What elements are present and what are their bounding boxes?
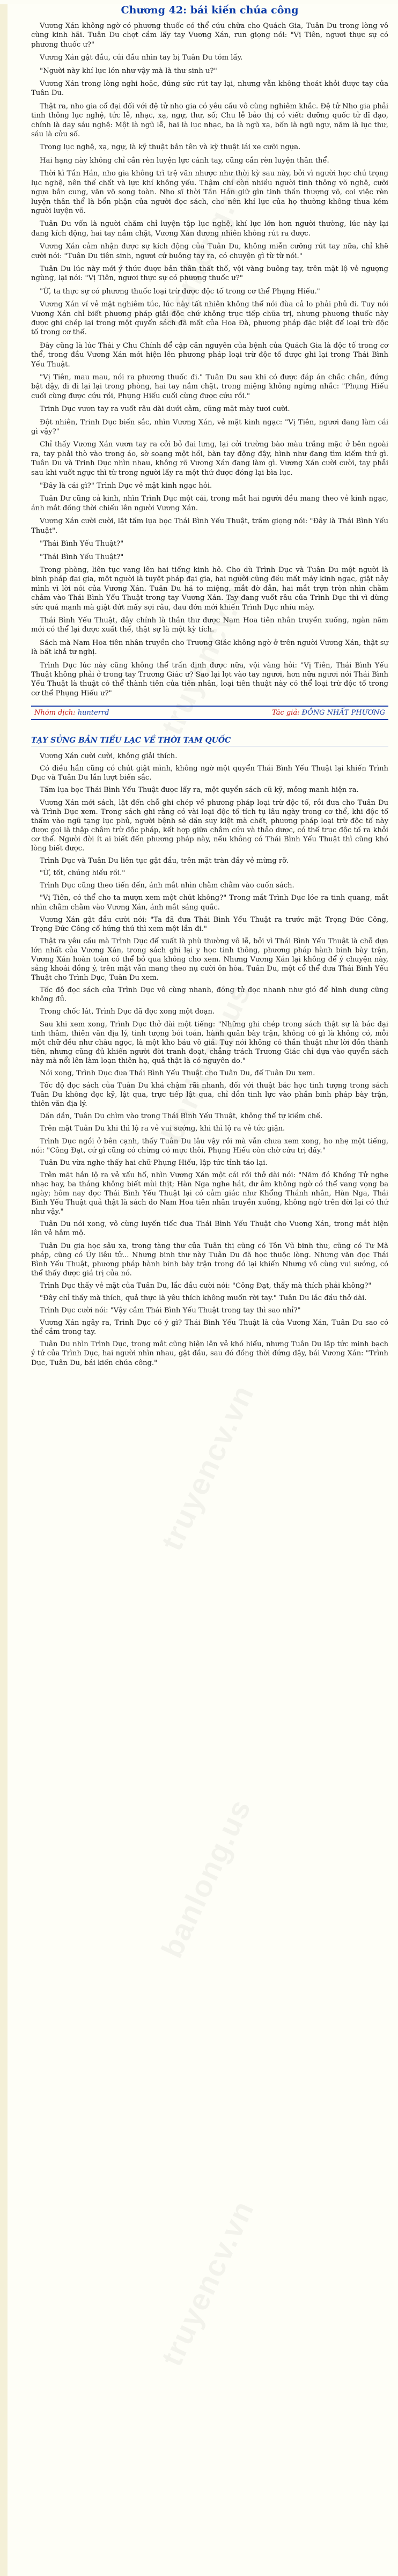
paragraph: Đột nhiên, Trinh Dục biến sắc, nhìn Vương Xán, vẻ mặt kinh ngạc: "Vị Tiên, ngươi đang làm cái gì vậy?"	[31, 418, 388, 436]
paragraph: Sau khi xem xong, Trình Dục thở dài một tiếng: "Những ghi chép trong sách thật sự là bác đại tinh thâm, thiên văn địa lý, tinh tượng bói toán, hành quân bày trận, không có gì là không có, mỗi một chữ đều như châu ngọc, là một kho báu vô giá. Tuy nói không có thần thuật như lời đồn thành tiên, nhưng cũng đủ khiến người đời tranh đoạt, chẳng trách Trương Giác chỉ dựa vào quyển sách này mà nổi lên làm loạn thiên hạ, quả thật là có nguyên do."	[31, 1020, 388, 1065]
paragraph: Trong phòng, liên tục vang lên hai tiếng kinh hô. Cho dù Trình Dục và Tuân Du một người là bình pháp đại gia, một người là tuyệt pháp đại gia, hai người cũng đều mất máy kinh ngạc, giật nảy mình vì lời nói của Vương Xán. Tuân Du há to miệng, mắt đờ đẫn, hai mắt trợn tròn nhìn chằm chằm vào Thái Bình Yếu Thuật trong tay Vương Xán. Tay đang vuốt râu của Trình Dục thì vì dùng sức quá mạnh mà giật đứt mấy sợi râu, đau đớn mới khiến Trình Dục nhíu mày.	[31, 566, 388, 612]
paragraph: "Vị Tiên, mau mau, nói ra phương thuốc đi." Tuân Du sau khi có được đáp án chắc chắn, đứng bật dậy, đi đi lại lại trong phòng, hai tay nắm chặt, trong miệng không ngừng nhắc: "Phụng Hiếu cuối cùng được cứu rồi, Phụng Hiếu cuối cùng được cứu rồi."	[31, 373, 388, 400]
appendix-body	[31, 752, 388, 1367]
paragraph: Trong lục nghệ, xạ, ngự, là kỹ thuật bắn tên và kỹ thuật lái xe cưỡi ngựa.	[40, 143, 301, 152]
paragraph: Trình Dục và Tuân Du liên tục gật đầu, trên mặt tràn đầy vẻ mừng rỡ.	[40, 857, 289, 865]
document-page	[0, 4, 398, 2576]
paragraph: "Đây là cái gì?" Trình Dục vẻ mặt kinh ngạc hỏi.	[40, 482, 212, 490]
watermark	[154, 1793, 258, 1963]
credits-bar	[31, 706, 388, 720]
paragraph: Tấm lụa bọc Thái Bình Yếu Thuật được lấy ra, một quyển sách cũ kỹ, mỏng manh hiện ra.	[40, 786, 359, 795]
paragraph: Trình Dục thấy vẻ mặt của Tuân Du, lắc đầu cười nói: "Công Đạt, thấy mà thích phải không?"	[40, 1281, 372, 1290]
appendix-title: TẠY SỬNG BẢN TIẾU LẠC VỀ THỜI TAM QUỐC	[31, 736, 388, 746]
paragraph: Tốc độ đọc sách của Tuân Du khá chậm rãi nhanh, đối với thuật bác học tinh tượng trong sách Tuân Du không đọc kỹ, lật qua, trực tiếp lật qua, chỉ dồn tinh lực vào phần binh pháp bày trận, thiên văn địa lý.	[31, 1082, 388, 1109]
paragraph: Hai hạng này không chỉ cần rèn luyện lực cánh tay, cũng cần rèn luyện thân thể.	[40, 156, 329, 165]
paragraph: "Người này khí lực lớn như vậy mà là thư sinh ư?"	[40, 67, 217, 75]
paragraph: Trình Dục cười nói: "Vậy cầm Thái Bình Yếu Thuật trong tay thì sao nhỉ?"	[40, 1307, 301, 1315]
paragraph: Thật ra yêu cầu mà Trình Dục để xuất là phù thường vô lễ, bởi vì Thái Bình Yếu Thuật là chỗ dựa lớn nhất của Vương Xán, trong sách ghi lại y học tinh thông, phương pháp hành binh bày trận, Vương Xán hoàn toàn có thể bỏ qua không cho xem. Nhưng Vương Xán lại không để ý chuyện này, sảng khoái đồng ý, trên mặt vẫn mang theo nụ cười ôn hòa. Tuân Du, một cổ thể đưa Thái Bình Yếu Thuật cho Trình Dục, Tuân Du xem.	[31, 937, 388, 982]
paragraph: Trình Dục lúc này cũng không thể trấn định được nữa, vội vàng hỏi: "Vị Tiên, Thái Bình Yếu Thuật không phải ở trong tay Trương Giác ư? Sao lại lọt vào tay ngươi, hơn nữa ngươi nói Thái Bình Yếu Thuật là thuật có thể thành tiên của tiên nhân, loại tiên thuật này có thể loại trừ độc tố trong cơ thể Phụng Hiếu ư?"	[31, 661, 388, 698]
paragraph: Vương Xán gật đầu, cúi đầu nhìn tay bị Tuân Du tóm lấy.	[40, 54, 243, 62]
paragraph: Thái Bình Yếu Thuật, đây chính là thần thư được Nam Hoa tiên nhân truyền xuống, ngàn năm mới có thể lại được xuất thế, thật sự là một kỳ tích.	[31, 616, 388, 634]
paragraph: Đây cũng là lúc Thái y Chu Chính để cập căn nguyên của bệnh của Quách Gia là độc tố trong cơ thể, trong đầu Vương Xán mới hiện lên phương pháp loại trừ độc tố được ghi lại trong Thái Bình Yếu Thuật.	[31, 341, 388, 369]
paragraph: Tuân Du vừa nghe thấy hai chữ Phụng Hiếu, lập tức tỉnh táo lại.	[40, 1158, 268, 1167]
paragraph: Vương Xán ngây ra, Trình Dục có ý gì? Thái Bình Yếu Thuật là của Vương Xán, Tuân Du sao có thể cầm trong tay.	[31, 1319, 388, 1337]
paragraph: Sách mà Nam Hoa tiên nhân truyền cho Trương Giác không ngờ ở trên người Vương Xán, thật sự là bất khả tư nghị.	[31, 639, 388, 657]
paragraph: "Ừ, tốt, chúng hiểu rồi."	[40, 869, 126, 878]
paragraph: Trình Dục cũng theo tiến đến, ánh mắt nhìn chằm chằm vào cuốn sách.	[40, 882, 294, 890]
author-credit	[272, 709, 385, 717]
chapter-body	[31, 21, 388, 698]
appendix-section	[31, 736, 388, 1367]
paragraph: Thật ra, nho gia cổ đại đối với đệ tử nho gia có yêu cầu vô cùng nghiêm khắc. Đệ tử Nho gia phải tinh thông lục nghệ, tức lễ, nhạc, xạ, ngự, thư, số; Chu lễ bảo thị có viết: dưỡng quốc tử dĩ đạo, chính là dạy sáu nghệ: Một là ngũ lễ, hai là lục nhạc, ba là ngũ xạ, bốn là ngũ ngự, năm là lục thư, sáu là cửu số.	[31, 102, 388, 139]
author-name: ĐỒNG NHẤT PHƯƠNG	[301, 709, 385, 717]
paragraph: Dần dần, Tuân Du chìm vào trong Thái Bình Yếu Thuật, không thể tự kiềm chế.	[40, 1112, 323, 1121]
paragraph: "Thái Bình Yếu Thuật?"	[40, 540, 124, 548]
paragraph: Tốc độ đọc sách của Trình Dục vô cùng nhanh, đồng tử đọc nhanh như gió để hình dung cũng không đủ.	[31, 986, 388, 1004]
paragraph: Vương Xán mới sách, lật đến chỗ ghi chép về phương pháp loại trừ độc tố, rồi đưa cho Tuân Du và Trình Dục xem. Trong sách ghi rằng có vài loại độc tố tích tụ lâu ngày trong cơ thể, khi độc tố thấm vào ngũ tạng lục phủ, người bệnh sẽ dần suy kiệt mà chết, phương pháp loại trừ độc tố này được gọi là thập châm trừ độc pháp, kết hợp giữa châm cứu và thảo dược, có thể trục độc tố ra khỏi cơ thể. Người đời ít ai biết đến phương pháp này, nếu không có Thái Bình Yếu Thuật thì cũng khó lòng biết được.	[31, 798, 388, 853]
watermark	[154, 2201, 258, 2371]
translator-credit	[34, 709, 109, 717]
paragraph: Trên mặt hắn lộ ra vẻ xấu hổ, nhìn Vương Xán một cái rồi thở dài nói: "Năm đó Khổng Tử nghe nhạc hay, ba tháng không biết mùi thịt; Hàn Nga nghe hát, dư âm không ngờ có thể vang vọng ba ngày; hôm nay đọc Thái Bình Yếu Thuật lại có cảm giác như Khổng Thánh nhân, Hàn Nga, Thái Bình Yếu Thuật quả thật là sách do Nam Hoa tiên nhân truyền xuống, không ngờ trên đời lại có thứ như vậy."	[31, 1171, 388, 1216]
paragraph: Tuân Du lúc này mới ý thức được bản thân thất thố, vội vàng buông tay, trên mặt lộ vẻ ngượng ngùng, lại nói: "Vị Tiên, ngươi thực sự có phương thuốc ư?"	[31, 265, 388, 283]
paragraph: Vương Xán cười cười, lật tấm lụa bọc Thái Bình Yếu Thuật, trầm giọng nói: "Đây là Thái Bình Yếu Thuật".	[31, 517, 388, 535]
paragraph: "Đây chỉ thấy mà thích, quả thực là yêu thích không muốn rời tay." Tuân Du lắc đầu thở dài.	[40, 1294, 367, 1302]
paragraph: Nói xong, Trình Dục đưa Thái Bình Yếu Thuật cho Tuân Du, để Tuân Du xem.	[40, 1069, 315, 1077]
paragraph: Tuân Du vốn là người chăm chỉ luyện tập lục nghệ, khí lực lớn hơn người thường, lúc này lại đang kích động, hai tay nắm chặt, Vương Xán đương nhiên không rút ra được.	[31, 220, 388, 238]
paragraph: "Ừ, ta thực sự có phương thuốc loại trừ được độc tố trong cơ thể Phụng Hiếu."	[40, 287, 320, 296]
paragraph: "Vị Tiên, có thể cho ta mượn xem một chút không?" Trong mắt Trình Dục lóe ra tinh quang, mắt nhìn chằm chằm vào Vương Xán, ánh mắt sáng quắc.	[31, 894, 388, 912]
paragraph: Tuân Du nói xong, vô cùng luyến tiếc đưa Thái Bình Yếu Thuật cho Vương Xán, trong mắt hiện lên vẻ hâm mộ.	[31, 1220, 388, 1238]
paragraph: Có điều hắn cũng có chút giật mình, không ngờ một quyển Thái Bình Yếu Thuật lại khiến Trình Dục và Tuân Du lần lượt biến sắc.	[31, 765, 388, 782]
author-label: Tác giả:	[272, 709, 300, 717]
paragraph: Vương Xán ví vẻ mặt nghiêm túc, lúc này tất nhiên không thể nói đùa cả lo phải phủ đi. Tuy nói Vương Xán chỉ biết phương pháp giải độc chứ không trực tiếp chữa trị, nhưng phương thuốc này được ghi chép lại trong một quyển sách đã mất của Hoa Đà, phương pháp đặc biệt để loại trừ độc tố trong cơ thể.	[31, 300, 388, 337]
watermark	[154, 1385, 258, 1555]
paragraph: Vương Xán gật đầu cười nói: "Ta đã đưa Thái Bình Yếu Thuật ra trước mặt Trọng Đức Công, Trọng Đức Công cố hứng thú thì xem một lần đi."	[31, 915, 388, 933]
paragraph: Vương Xán không ngờ có phương thuốc có thể cứu chữa cho Quách Gia, Tuân Du trong lòng vô cùng kinh hãi. Tuân Du chợt cầm lấy tay Vương Xán, run giọng nói: "Vị Tiên, ngươi thực sự có phương thuốc ư?"	[31, 22, 388, 49]
paragraph: Trên mặt Tuân Du khi thì lộ ra vẻ vui sướng, khi thì lộ ra vẻ tức giận.	[40, 1125, 285, 1133]
paragraph: Trinh Dục vươn tay ra vuốt râu dài dưới cằm, cũng mặt mày tươi cười.	[40, 405, 290, 414]
paragraph: Vương Xán cảm nhận được sự kích động của Tuân Du, không miễn cưỡng rút tay nữa, chỉ khẽ cười nói: "Tuân Du tiên sinh, ngươi cứ buông tay ra, có chuyện gì từ từ nói."	[31, 243, 388, 260]
translator-name: hunterrd	[77, 709, 109, 717]
paragraph: Tuân Dư cũng cả kinh, nhìn Trình Dục một cái, trong mắt hai người đều mang theo vẻ kinh ngạc, ánh mắt đồng thời chiếu lên người Vương Xán.	[31, 495, 388, 512]
paragraph: Chỉ thấy Vương Xán vươn tay ra cởi bỏ đai lưng, lại cởi trường bào màu trắng mặc ở bên ngoài ra, tay phải thò vào trong áo, sờ soạng một hồi, bàn tay động đậy, hình như đang tìm kiếm thứ gì. Tuân Du và Trinh Dục nhìn nhau, không rõ Vương Xán đang làm gì. Vương Xán cười cười, tay phải sau khi vuốt ngực thì từ trong người lấy ra một thứ được đóng lại bìa lục.	[31, 441, 388, 477]
paragraph: Thời kì Tần Hán, nho gia không trì trệ văn nhược như thời kỳ sau này, bởi vì người học chú trọng lục nghệ, nên thể chất và lực khí không yếu. Thậm chí còn nhiều người tinh thông võ nghệ, cưỡi ngựa bắn cung, văn võ song toàn. Nho sĩ thời Tần Hán giữ gìn tinh thần thượng võ, coi việc rèn luyện thân thể là bổn phận của người đọc sách, cho nên khí lực của họ thường không thua kém người luyện võ.	[31, 170, 388, 215]
paragraph: Trình Dục ngồi ở bên cạnh, thấy Tuân Du lâu vậy rồi mà vẫn chưa xem xong, ho nhẹ một tiếng, nói: "Công Đạt, cứ gì cũng có chừng có mực thôi, Phụng Hiếu còn chờ cứu trị đấy."	[31, 1137, 388, 1155]
chapter-title: Chương 42: bái kiến chúa công	[121, 4, 299, 16]
paragraph: Tuân Du nhìn Trình Dục, trong mắt cũng hiện lên vẻ khó hiểu, nhưng Tuân Du lập tức minh bạch ý tứ của Trình Dục, hai người nhìn nhau, gật đầu, sau đó đồng thời đứng dậy, bái Vương Xán: "Trình Dục, Tuân Du, bái kiến chúa công."	[31, 1340, 388, 1367]
paragraph: Tuân Du gia học sâu xa, trong tàng thư của Tuân thị cũng có Tôn Vũ binh thư, cũng có Tư Mã pháp, cũng có Úy liêu tử... Nhưng binh thư này Tuân Du đã học thuộc lòng. Nhưng văn đọc Thái Bình Yếu Thuật, phương pháp hành binh bày trận trong đó lại khiến Nhưng vô cùng vui sướng, có thể thấy được giá trị của nó.	[31, 1242, 388, 1278]
translator-label: Nhóm dịch:	[34, 709, 76, 717]
paragraph: "Thái Bình Yếu Thuật?"	[40, 553, 124, 561]
paragraph: Vương Xán cười cười, không giải thích.	[40, 752, 178, 761]
paragraph: Vương Xán trong lòng nghi hoặc, đúng sức rút tay lại, nhưng vẫn không thoát khỏi được tay của Tuân Du.	[31, 80, 388, 98]
paragraph: Trong chốc lát, Trình Dục đã đọc xong một đoạn.	[40, 1008, 215, 1016]
